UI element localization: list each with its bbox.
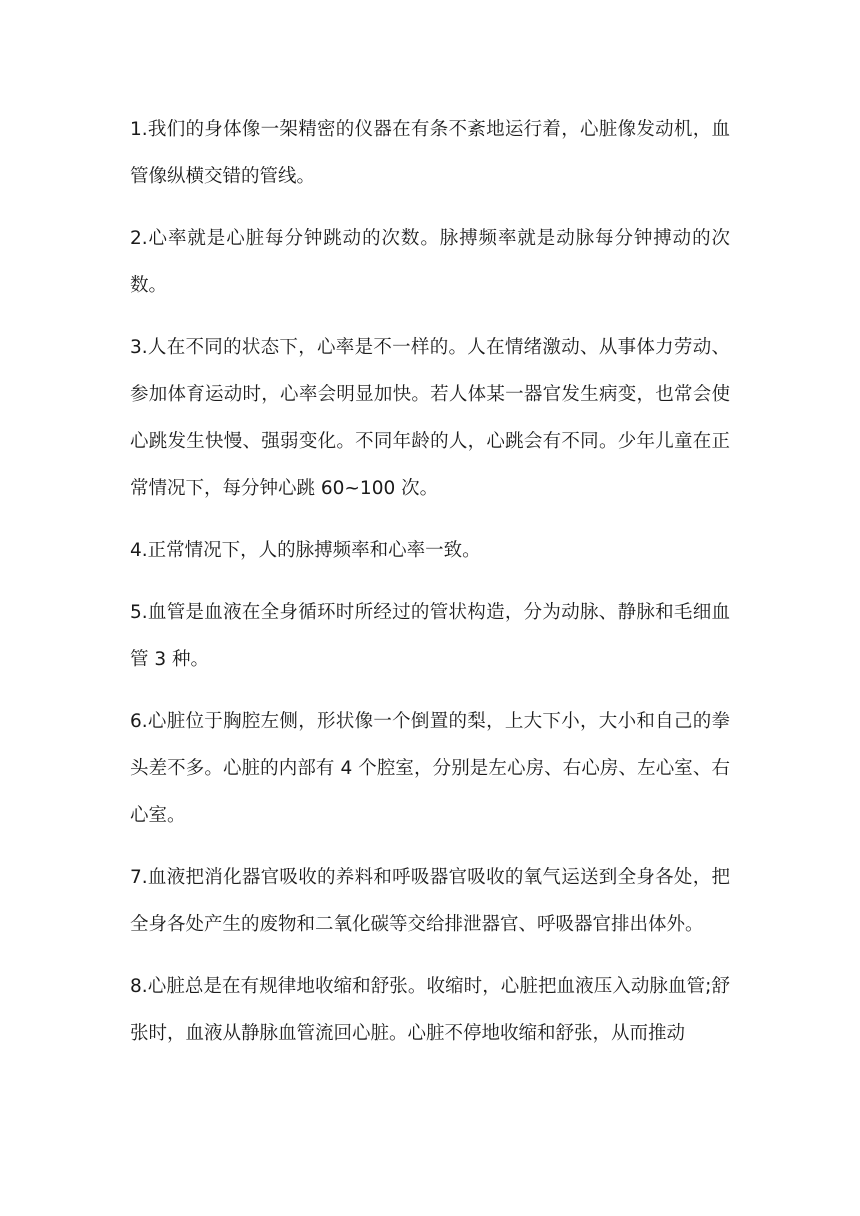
paragraph-7: 7.血液把消化器官吸收的养料和呼吸器官吸收的氧气运送到全身各处，把全身各处产生的废物和二氧化碳等交给排泄器官、呼吸器官排出体外。 bbox=[130, 867, 730, 935]
paragraph-6: 6.心脏位于胸腔左侧，形状像一个倒置的梨，上大下小，大小和自己的拳头差不多。心脏的内部有 4 个腔室，分别是左心房、右心房、左心室、右心室。 bbox=[130, 711, 730, 826]
paragraph-1: 1.我们的身体像一架精密的仪器在有条不紊地运行着，心脏像发动机，血管像纵横交错的管线。 bbox=[130, 119, 730, 187]
document-page bbox=[130, 106, 730, 1072]
paragraph-2: 2.心率就是心脏每分钟跳动的次数。脉搏频率就是动脉每分钟搏动的次数。 bbox=[130, 228, 730, 296]
paragraph-5: 5.血管是血液在全身循环时所经过的管状构造，分为动脉、静脉和毛细血管 3 种。 bbox=[130, 602, 730, 670]
paragraph-8: 8.心脏总是在有规律地收缩和舒张。收缩时，心脏把血液压入动脉血管;舒张时，血液从静脉血管流回心脏。心脏不停地收缩和舒张，从而推动 bbox=[130, 976, 730, 1044]
paragraph-3: 3.人在不同的状态下，心率是不一样的。人在情绪激动、从事体力劳动、参加体育运动时，心率会明显加快。若人体某一器官发生病变，也常会使心跳发生快慢、强弱变化。不同年龄的人，心跳会有不同。少年儿童在正常情况下，每分钟心跳 60~100 次。 bbox=[130, 337, 730, 499]
paragraph-4: 4.正常情况下，人的脉搏频率和心率一致。 bbox=[130, 540, 481, 561]
